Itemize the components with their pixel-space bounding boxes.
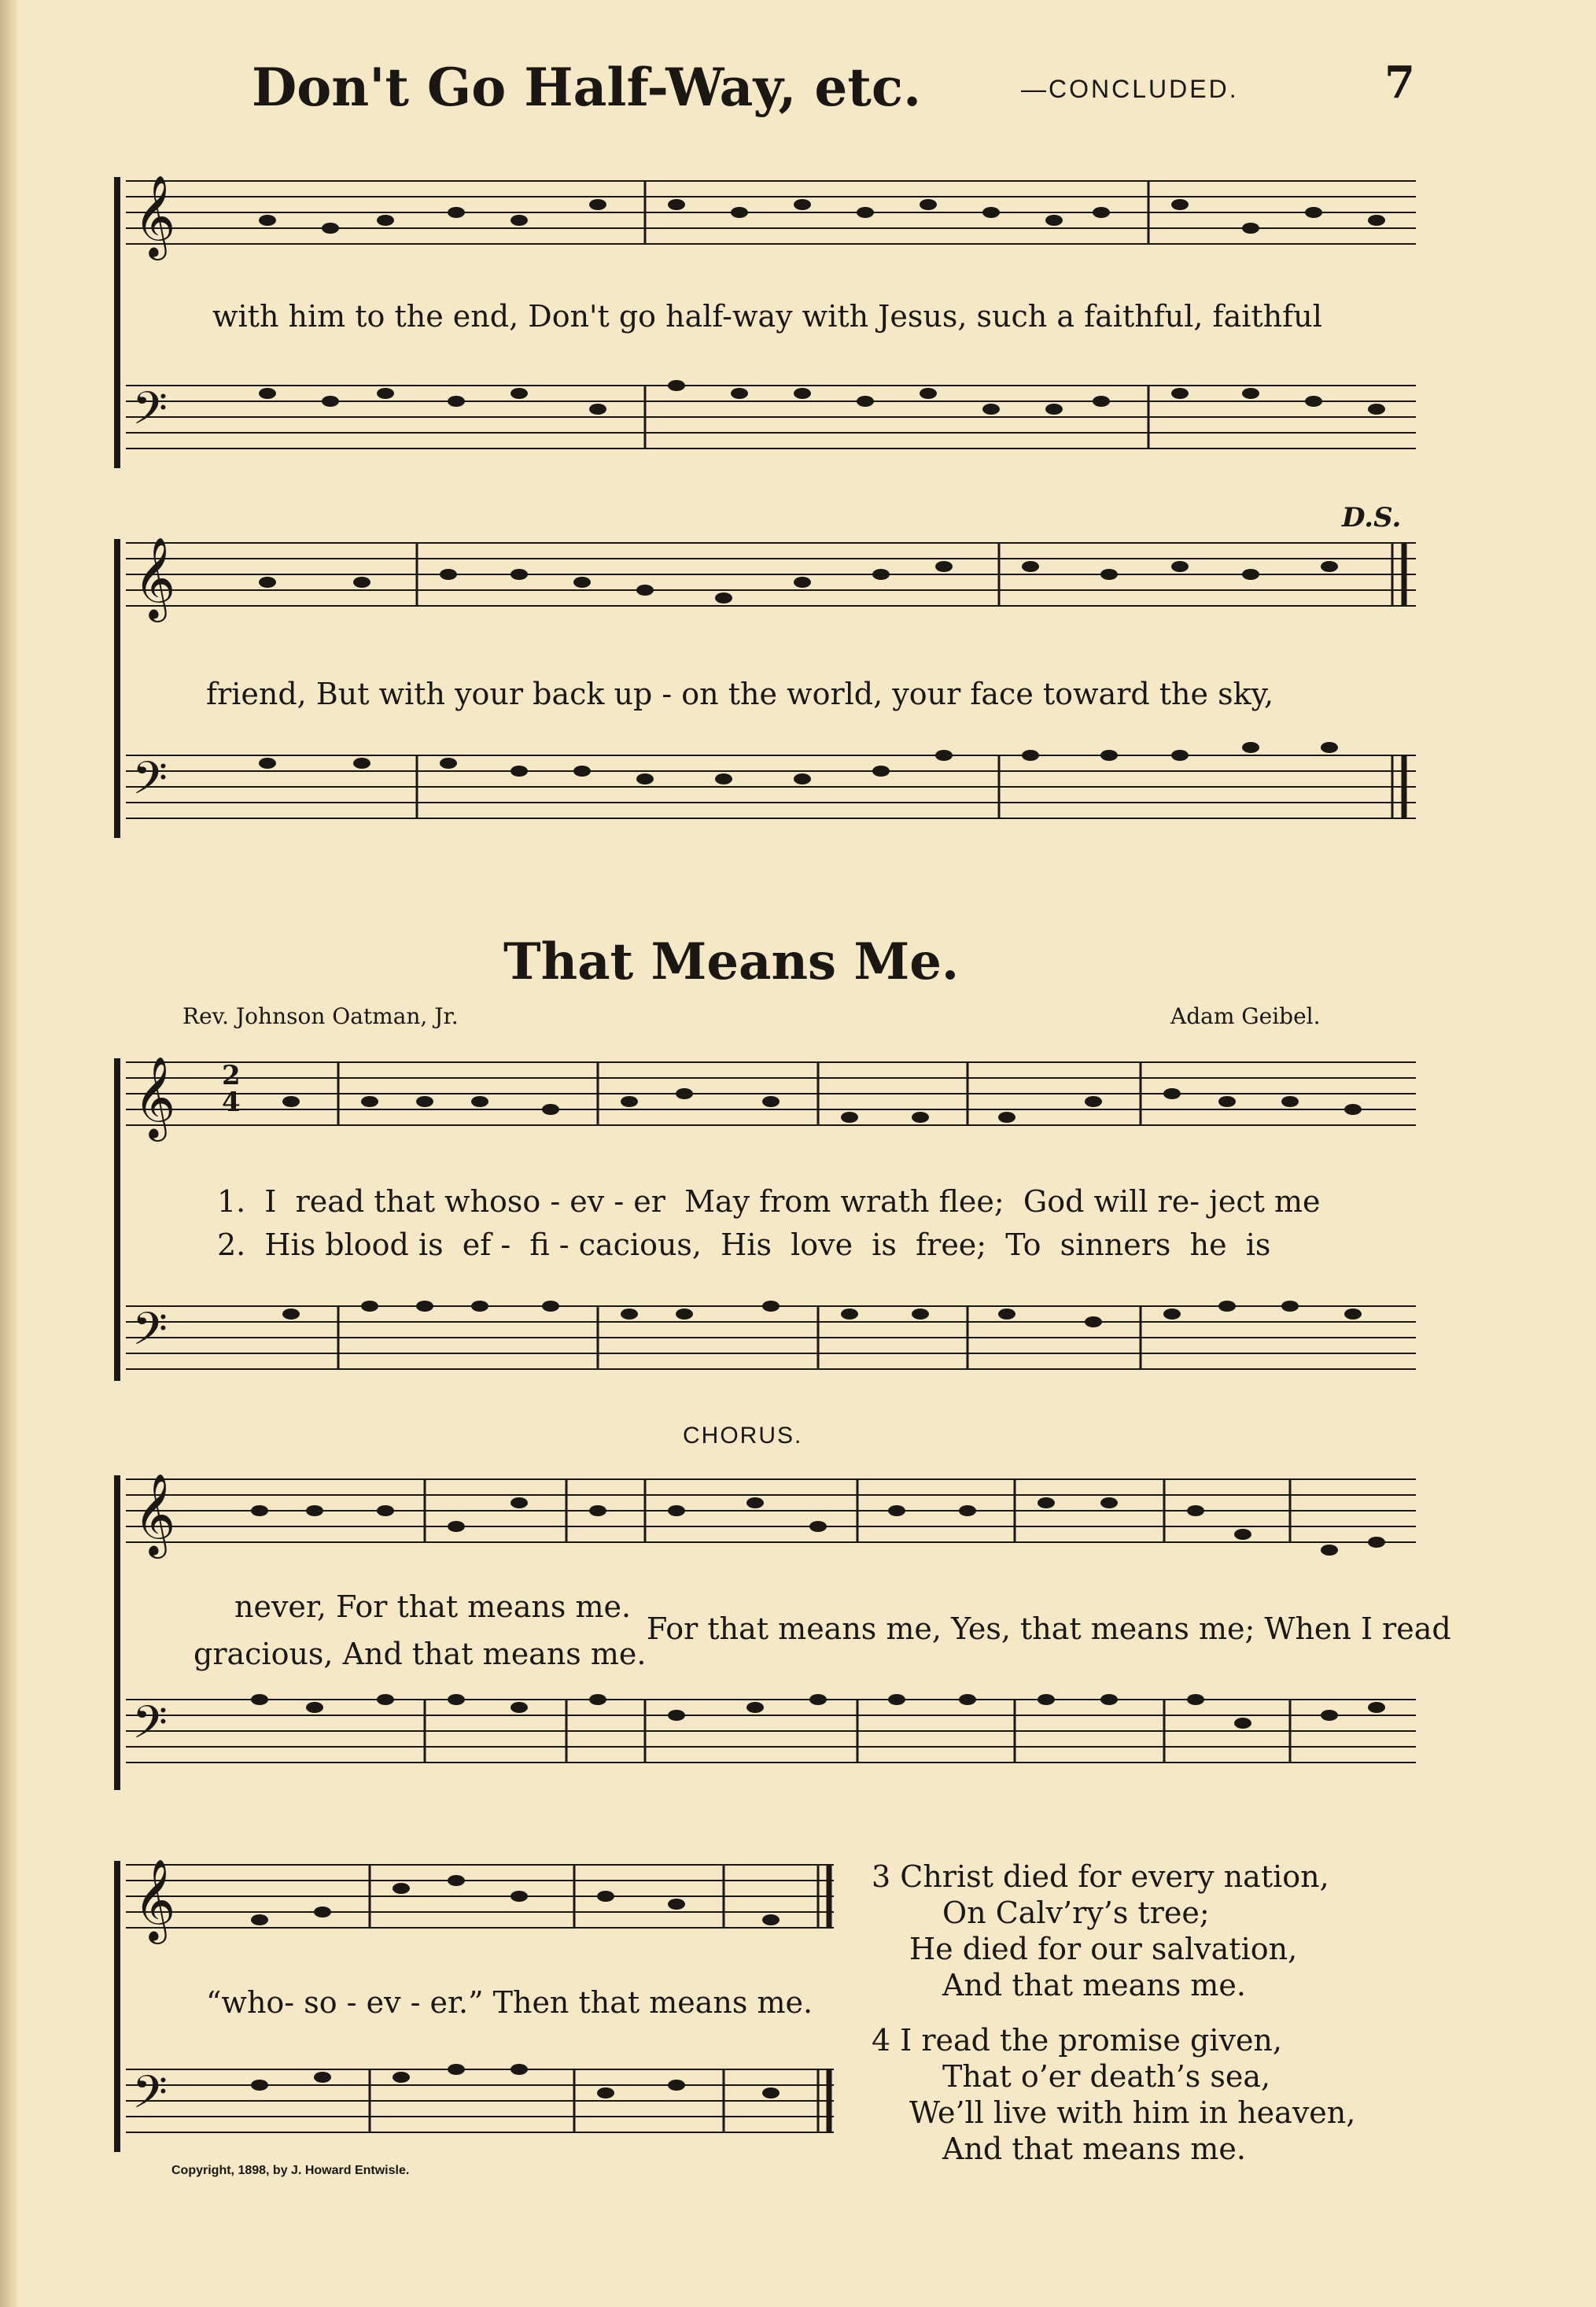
music-staff-treble	[126, 1857, 834, 1959]
svg-text:𝄢: 𝄢	[132, 382, 168, 446]
svg-text:𝄞: 𝄞	[134, 1859, 176, 1941]
chorus-lyric-line: gracious, And that means me.	[194, 1637, 647, 1671]
stanza-line: He died for our salvation,	[909, 1932, 1298, 1966]
time-signature	[222, 1062, 241, 1116]
time-signature-top: 2	[222, 1060, 241, 1091]
system-brace	[114, 1058, 120, 1381]
chorus-lyric-line: never, For that means me.	[234, 1589, 632, 1624]
system-brace	[114, 1861, 120, 2152]
lyric-line: with him to the end, Don't go half-way with Jesus, such a faithful, faithful	[212, 299, 1322, 334]
stanza-line: And that means me.	[942, 2132, 1246, 2166]
page-binding-edge	[0, 0, 17, 2307]
svg-text:𝄢: 𝄢	[132, 751, 168, 816]
copyright-notice: Copyright, 1898, by J. Howard Entwisle.	[171, 2164, 410, 2177]
stanza-line: And that means me.	[942, 1968, 1246, 2002]
verse-1-line: 1. I read that whoso - ev - er May from wrath flee; God will re- ject me	[217, 1184, 1321, 1219]
system-brace	[114, 177, 120, 468]
ds-mark: D.S.	[1342, 502, 1402, 533]
page-number: 7	[1384, 57, 1415, 109]
music-staff-bass	[126, 1298, 1416, 1393]
hymn-title: That Means Me.	[503, 932, 960, 991]
music-staff-bass	[126, 1692, 1416, 1786]
stanza-4	[872, 2022, 1355, 2167]
svg-text:𝄢: 𝄢	[132, 2065, 168, 2130]
svg-text:𝄢: 𝄢	[132, 1302, 168, 1367]
music-staff-treble	[126, 535, 1416, 637]
stanza-line: On Calv’ry’s tree;	[942, 1895, 1210, 1930]
music-staff-bass	[126, 747, 1416, 842]
lyric-line: friend, But with your back up - on the world, your face toward the sky,	[206, 677, 1274, 711]
system-brace	[114, 539, 120, 838]
time-signature-bottom: 4	[222, 1087, 241, 1118]
song-title: Don't Go Half-Way, etc.	[252, 57, 922, 118]
music-staff-treble	[126, 1471, 1416, 1574]
stanza-3	[872, 1859, 1329, 2003]
stanza-line: 4 I read the promise given,	[872, 2023, 1282, 2058]
svg-text:𝄞: 𝄞	[134, 175, 176, 257]
svg-text:𝄞: 𝄞	[134, 537, 176, 619]
system-brace	[114, 1475, 120, 1790]
chorus-label: CHORUS.	[683, 1423, 803, 1449]
stanza-line: That o’er death’s sea,	[942, 2059, 1271, 2094]
concluded-label: —CONCLUDED.	[1021, 75, 1239, 103]
stanza-line: We’ll live with him in heaven,	[909, 2095, 1356, 2130]
stanza-line: 3 Christ died for every nation,	[872, 1859, 1329, 1894]
chorus-lyric-line: For that means me, Yes, that means me; When I read	[647, 1611, 1451, 1646]
final-lyric-line: “who- so - ev - er.” Then that means me.	[206, 1985, 813, 2020]
music-staff-bass	[126, 378, 1416, 472]
music-staff-bass	[126, 2062, 834, 2156]
svg-text:𝄞: 𝄞	[134, 1473, 176, 1556]
verse-2-line: 2. His blood is ef - fi - cacious, His love is free; To sinners he is	[217, 1227, 1271, 1262]
music-staff-treble	[126, 1054, 1416, 1157]
music-staff-treble	[126, 173, 1416, 275]
svg-text:𝄞: 𝄞	[134, 1056, 176, 1139]
lyricist-credit: Rev. Johnson Oatman, Jr.	[182, 1003, 459, 1029]
composer-credit: Adam Geibel.	[1170, 1003, 1321, 1029]
svg-text:𝄢: 𝄢	[132, 1696, 168, 1760]
